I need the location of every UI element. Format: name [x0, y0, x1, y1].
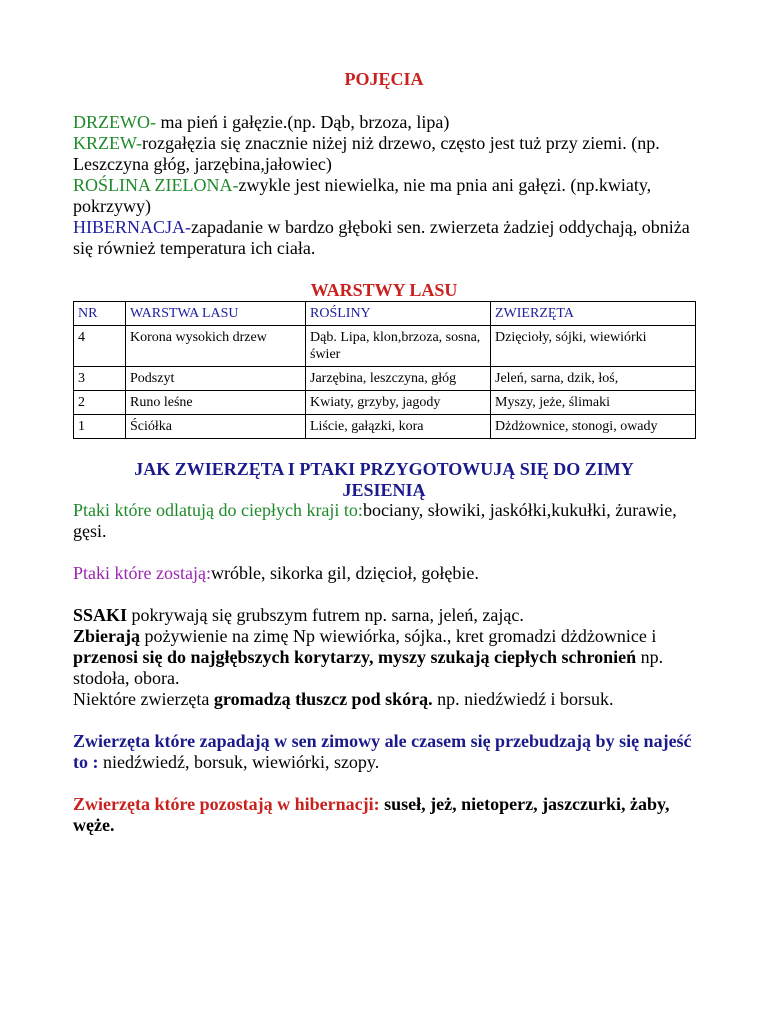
table-cell: 4 [74, 326, 126, 367]
term-krzew: KRZEW- [73, 133, 142, 153]
definition-drzewo [73, 112, 703, 133]
fat-bold: gromadzą tłuszcz pod skórą. [213, 689, 433, 709]
definition-krzew [73, 133, 703, 175]
animals-block [73, 500, 703, 836]
gathering-paragraph [73, 626, 703, 689]
definition-text: zapadanie w bardzo głęboki sen. zwierzeta żadziej oddychają, obniża się również temperatura ich ciała. [73, 217, 690, 258]
table-cell: Dżdżownice, stonogi, owady [491, 415, 696, 439]
table-cell: 3 [74, 367, 126, 391]
term-drzewo: DRZEWO- [73, 112, 156, 132]
sleepers-text: niedźwiedź, borsuk, wiewiórki, szopy. [103, 752, 380, 772]
gathering-label: Zbierają [73, 626, 140, 646]
sleepers-label: Zwierzęta które zapadają w sen zimowy ale czasem się przebudzają by się najeść to : [73, 731, 692, 772]
definition-text: zwykle jest niewielka, nie ma pnia ani gałęzi. (np.kwiaty, pokrzywy) [73, 175, 652, 216]
definition-text: ma pień i gałęzie.(np. Dąb, brzoza, lipa) [155, 112, 450, 132]
table-row [74, 415, 696, 439]
table-row [74, 326, 696, 367]
term-hibernacja: HIBERNACJA- [73, 217, 192, 237]
table-header-cell: ZWIERZĘTA [491, 302, 696, 326]
table-cell: Runo leśne [126, 391, 306, 415]
definition-roslina-zielona [73, 175, 703, 217]
mammals-paragraph [73, 605, 703, 626]
shelter-text: np. stodoła, obora. [73, 647, 664, 688]
table-cell: Podszyt [126, 367, 306, 391]
table-cell: Kwiaty, grzyby, jagody [306, 391, 491, 415]
mammals-label: SSAKI [73, 605, 128, 625]
birds-stay-label: Ptaki które zostają: [73, 563, 211, 583]
hibernators-text: suseł, jeż, nietoperz, jaszczurki, żaby, węże. [73, 794, 670, 835]
table-cell: Ściółka [126, 415, 306, 439]
table-header-row [74, 302, 696, 326]
definition-hibernacja [73, 217, 703, 259]
burrow-text: przenosi się do najgłębszych korytarzy, myszy szukają ciepłych schronień [73, 647, 637, 667]
table-cell: Jarzębina, leszczyna, głóg [306, 367, 491, 391]
section-title: JAK ZWIERZĘTA I PTAKI PRZYGOTOWUJĄ SIĘ DO ZIMY JESIENIĄ [134, 459, 634, 500]
table-cell: Korona wysokich drzew [126, 326, 306, 367]
table-cell: Dąb. Lipa, klon,brzoza, sosna, świer [306, 326, 491, 367]
hibernators-paragraph [73, 794, 703, 836]
page-title: POJĘCIA [344, 69, 424, 89]
table-cell: 2 [74, 391, 126, 415]
table-header-cell: NR [74, 302, 126, 326]
sleepers-paragraph [73, 731, 703, 773]
fat-paragraph [73, 689, 703, 710]
mammals-text: pokrywają się grubszym futrem np. sarna, jeleń, zając. [127, 605, 524, 625]
fat-intro: Niektóre zwierzęta [73, 689, 214, 709]
table-title: WARSTWY LASU [310, 280, 458, 300]
table-header-cell: WARSTWA LASU [126, 302, 306, 326]
table-cell: Liście, gałązki, kora [306, 415, 491, 439]
birds-stay-text: wróble, sikorka gil, dzięcioł, gołębie. [210, 563, 479, 583]
table-header-cell: ROŚLINY [306, 302, 491, 326]
table-cell: 1 [74, 415, 126, 439]
birds-leave-text: bociany, słowiki, jaskółki,kukułki, żurawie, gęsi. [73, 500, 677, 541]
table-row [74, 367, 696, 391]
birds-leave-label: Ptaki które odlatują do ciepłych kraji to: [73, 500, 363, 520]
table-cell: Myszy, jeże, ślimaki [491, 391, 696, 415]
table-cell: Dzięcioły, sójki, wiewiórki [491, 326, 696, 367]
forest-layers-table [73, 301, 696, 439]
table-row [74, 391, 696, 415]
term-roslina-zielona: ROŚLINA ZIELONA- [73, 175, 239, 195]
gathering-text: pożywienie na zimę Np wiewiórka, sójka., kret gromadzi dżdżownice i [140, 626, 657, 646]
table-cell: Jeleń, sarna, dzik, łoś, [491, 367, 696, 391]
hibernators-label: Zwierzęta które pozostają w hibernacji: [73, 794, 385, 814]
fat-examples: np. niedźwiedź i borsuk. [432, 689, 614, 709]
definitions-block [73, 112, 703, 259]
birds-leave-paragraph [73, 500, 703, 542]
birds-stay-paragraph [73, 563, 703, 584]
definition-text: rozgałęzia się znacznie niżej niż drzewo, często jest tuż przy ziemi. (np. Leszczyna głóg, jarzębina,jałowiec) [73, 133, 660, 174]
